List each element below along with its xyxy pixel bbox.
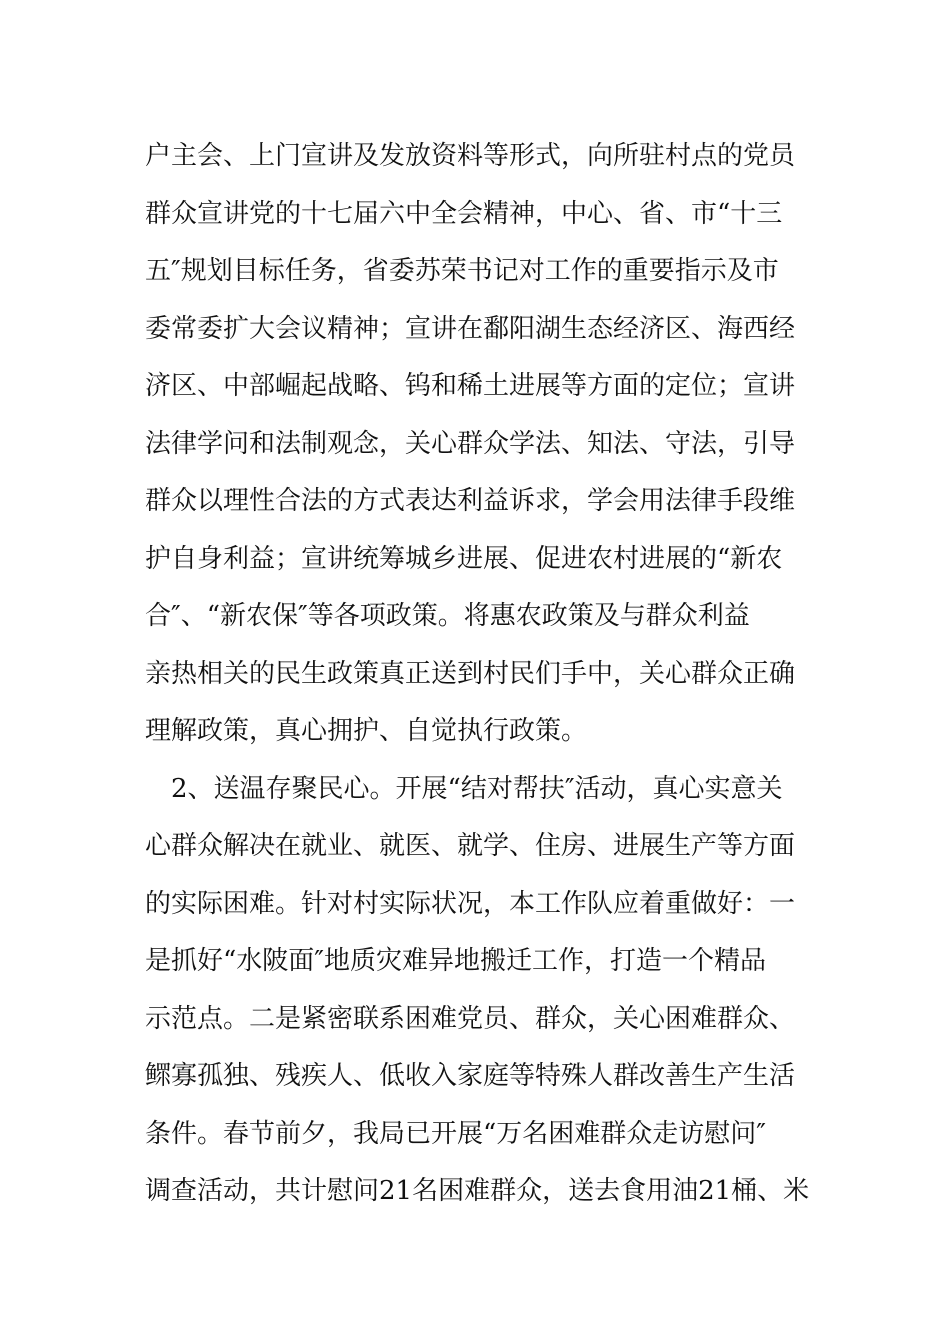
paragraph-line: 五″规划目标任务，省委苏荣书记对工作的重要指示及市 (145, 256, 779, 286)
paragraph-line: 合″、“新农保″等各项政策。将惠农政策及与群众利益 (145, 601, 750, 631)
paragraph-line: 护自身利益；宣讲统筹城乡进展、促进农村进展的“新农 (145, 543, 783, 574)
paragraph-line: 条件。春节前夕，我局已开展“万名困难群众走访慰问″ (145, 1118, 767, 1149)
document-body (145, 128, 810, 1221)
paragraph-line: 亲热相关的民生政策真正送到村民们手中，关心群众正确 (145, 658, 796, 689)
paragraph-line: 鳏寡孤独、残疾人、低收入家庭等特殊人群改善生产生活 (145, 1061, 796, 1091)
paragraph-line: 委常委扩大会议精神；宣讲在鄱阳湖生态经济区、海西经 (145, 313, 796, 344)
paragraph-line: 是抓好“水陂面″地质灾难异地搬迁工作，打造一个精品 (145, 946, 767, 976)
paragraph-first-line: 2、送温存聚民心。开展“结对帮扶″活动，真心实意关 (171, 773, 783, 804)
paragraph-line: 济区、中部崛起战略、钨和稀土进展等方面的定位；宣讲 (145, 371, 796, 401)
paragraph-line: 法律学问和法制观念，关心群众学法、知法、守法，引导 (145, 428, 796, 459)
paragraph-line: 理解政策，真心拥护、自觉执行政策。 (145, 716, 588, 746)
paragraph-line: 的实际困难。针对村实际状况，本工作队应着重做好：一 (145, 888, 796, 919)
paragraph-line: 群众宣讲党的十七届六中全会精神，中心、省、市“十三 (145, 198, 783, 229)
paragraph-line: 群众以理性合法的方式表达利益诉求，学会用法律手段维 (145, 486, 796, 516)
paragraph-line: 心群众解决在就业、就医、就学、住房、进展生产等方面 (145, 831, 796, 861)
paragraph-line: 户主会、上门宣讲及发放资料等形式，向所驻村点的党员 (145, 141, 796, 171)
paragraph-1 (145, 128, 810, 761)
paragraph-2 (145, 761, 810, 1221)
paragraph-line: 示范点。二是紧密联系困难党员、群众，关心困难群众、 (145, 1003, 796, 1034)
paragraph-line: 调查活动，共计慰问21名困难群众，送去食用油21桶、米 (145, 1176, 810, 1206)
